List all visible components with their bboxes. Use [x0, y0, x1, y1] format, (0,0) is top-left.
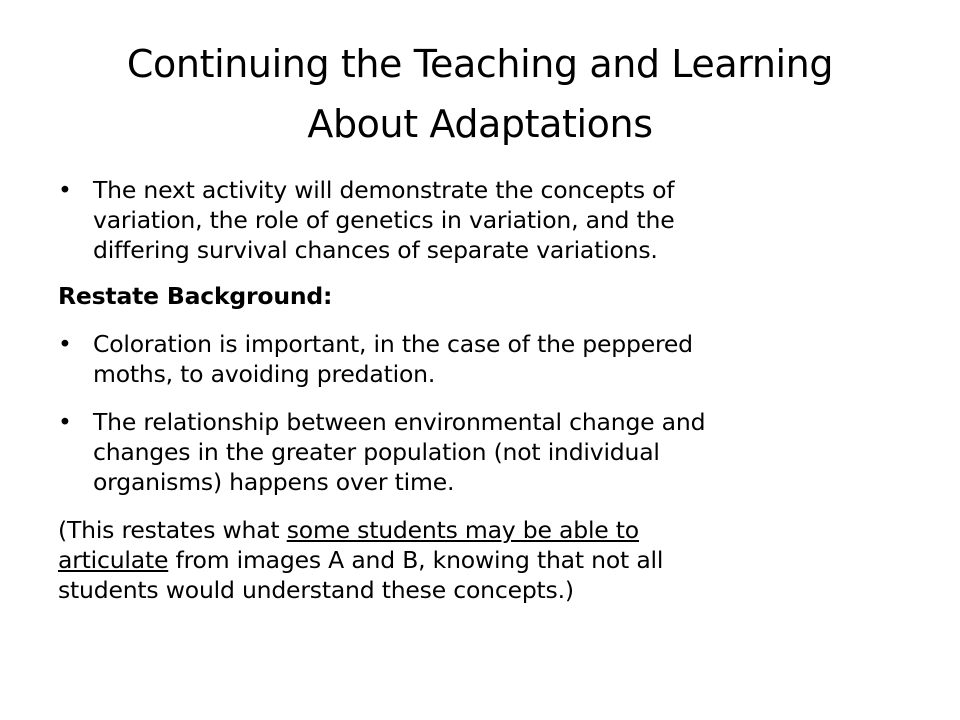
bullet-2-line-1: Coloration is important, in the case of the peppered — [93, 330, 693, 358]
note-paragraph — [58, 515, 908, 605]
note-line-1-text: (This restates what — [58, 516, 287, 544]
note-underlined-phrase-1: some students may be able to — [286, 516, 639, 544]
note-underlined-phrase-2: articulate — [58, 546, 169, 574]
bullet-3-line-1: The relationship between environmental change and — [93, 408, 706, 436]
section-heading: Restate Background: — [58, 282, 333, 310]
bullet-icon: • — [58, 176, 72, 204]
bullet-2-line-2: moths, to avoiding predation. — [93, 360, 436, 388]
bullet-item — [58, 407, 908, 497]
note-line-2-text: from images A and B, knowing that not all — [168, 546, 664, 574]
bullet-1-line-3: differing survival chances of separate variations. — [93, 236, 658, 264]
slide-title — [48, 34, 912, 154]
note-line-3: students would understand these concepts.) — [58, 576, 574, 604]
bullet-3-line-2: changes in the greater population (not individual — [93, 438, 660, 466]
bullet-1-line-2: variation, the role of genetics in variation, and the — [93, 206, 675, 234]
note-line-1 — [58, 515, 908, 545]
bullet-item — [58, 329, 908, 389]
bullet-icon: • — [58, 408, 72, 436]
title-line-1: Continuing the Teaching and Learning — [126, 42, 834, 86]
bullet-icon: • — [58, 330, 72, 358]
bullet-1-line-1: The next activity will demonstrate the concepts of — [93, 176, 675, 204]
title-line-2: About Adaptations — [307, 102, 653, 146]
slide-body — [58, 175, 908, 605]
bullet-3-line-3: organisms) happens over time. — [93, 468, 455, 496]
note-line-2 — [58, 545, 908, 575]
bullet-item — [58, 175, 908, 265]
